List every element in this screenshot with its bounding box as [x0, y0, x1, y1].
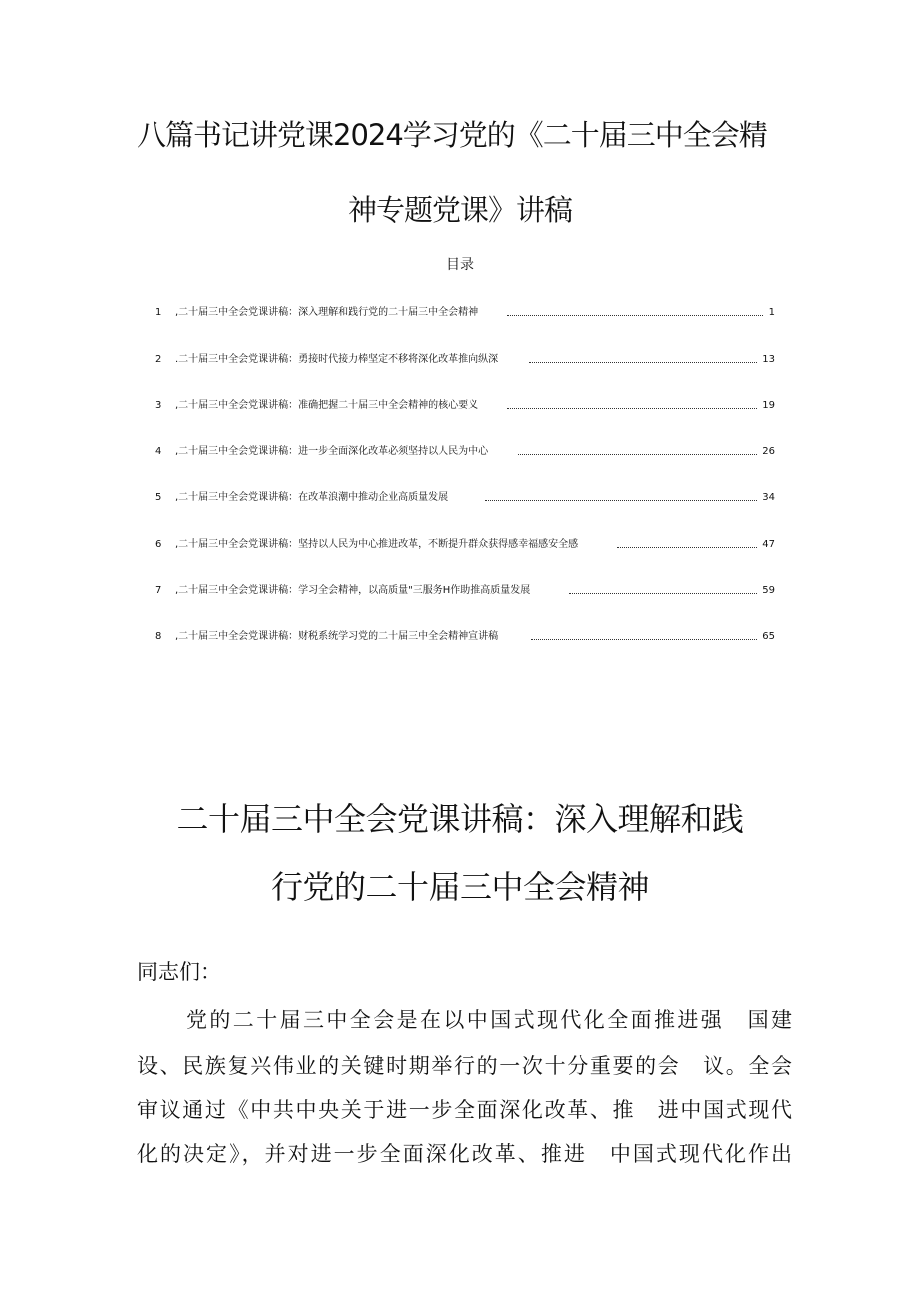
toc-entry-leader — [569, 593, 757, 594]
toc-entry[interactable] — [155, 352, 775, 368]
toc-entry-leader — [507, 408, 757, 409]
toc-entry-text: ,二十届三中全会党课讲稿：深入理解和践行党的二十届三中全会精神 — [175, 307, 479, 318]
document-title-line-1: 八篇书记讲党课2024学习党的《二十届三中全会精 — [137, 118, 767, 152]
toc-entry-number: 8 — [155, 631, 162, 642]
toc-entry-leader — [531, 639, 757, 640]
toc-entry-page: 65 — [762, 631, 775, 642]
toc-entry[interactable] — [155, 490, 775, 506]
paragraph-line: 党的二十届三中全会是在以中国式现代化全面推进强 国建 — [186, 1008, 792, 1032]
toc-entry-page: 34 — [762, 492, 775, 503]
toc-entry-leader — [518, 454, 757, 455]
toc-entry-number: 5 — [155, 492, 162, 503]
toc-entry-text: .二十届三中全会党课讲稿：勇接时代接力棒坚定不移将深化改革推向纵深 — [175, 354, 499, 365]
toc-entry-leader — [485, 500, 757, 501]
toc-entry-page: 59 — [762, 585, 775, 596]
toc-entry-page: 13 — [762, 354, 775, 365]
toc-entry-number: 2 — [155, 354, 162, 365]
toc-entry-leader — [529, 362, 757, 363]
toc-entry-number: 3 — [155, 400, 162, 411]
toc-entry-text: ,二十届三中全会党课讲稿：进一步全面深化改革必须坚持以人民为中心 — [175, 446, 489, 457]
toc-entry-leader — [617, 547, 757, 548]
toc-entry[interactable] — [155, 537, 775, 553]
toc-entry-page: 47 — [762, 539, 775, 550]
toc-entry-page: 19 — [762, 400, 775, 411]
toc-entry[interactable] — [155, 444, 775, 460]
toc-entry-number: 6 — [155, 539, 162, 550]
toc-entry-text: ,二十届三中全会党课讲稿：在改革浪潮中推动企业高质量发展 — [175, 492, 449, 503]
document-title-line-2: 神专题党课》讲稿 — [347, 193, 572, 227]
toc-entry-text: ,二十届三中全会党课讲稿：坚持以人民为中心推进改革，不断提升群众获得感幸福感安全感 — [175, 539, 579, 550]
paragraph-line: 化的决定》，并对进一步全面深化改革、推进 中国式现代化作出 — [137, 1142, 792, 1166]
toc-entry-page: 1 — [768, 307, 775, 318]
toc-entry-text: ,二十届三中全会党课讲稿：学习全会精神，以高质量"三服务H作助推高质量发展 — [175, 585, 531, 596]
toc-entry-leader — [507, 315, 763, 316]
section-title-line-2: 行党的二十届三中全会精神 — [270, 868, 649, 906]
paragraph-line: 设、民族复兴伟业的关键时期举行的一次十分重要的会 议。全会 — [137, 1054, 792, 1078]
toc-entry-text: ,二十届三中全会党课讲稿：准确把握二十届三中全会精神的核心要义 — [175, 400, 479, 411]
toc-entry-text: ,二十届三中全会党课讲稿：财税系统学习党的二十届三中全会精神宣讲稿 — [175, 631, 499, 642]
toc-entry-page: 26 — [762, 446, 775, 457]
toc-entry[interactable] — [155, 629, 775, 645]
toc-entry[interactable] — [155, 305, 775, 321]
toc-entry[interactable] — [155, 583, 775, 599]
toc-entry-number: 1 — [155, 307, 162, 318]
salutation: 同志们： — [137, 960, 221, 984]
toc-entry-number: 7 — [155, 585, 162, 596]
section-title-line-1: 二十届三中全会党课讲稿：深入理解和践 — [176, 800, 744, 838]
paragraph-line: 审议通过《中共中央关于进一步全面深化改革、推 进中国式现代 — [137, 1098, 792, 1122]
toc-entry[interactable] — [155, 398, 775, 414]
toc-entry-number: 4 — [155, 446, 162, 457]
toc-heading: 目录 — [446, 257, 474, 273]
